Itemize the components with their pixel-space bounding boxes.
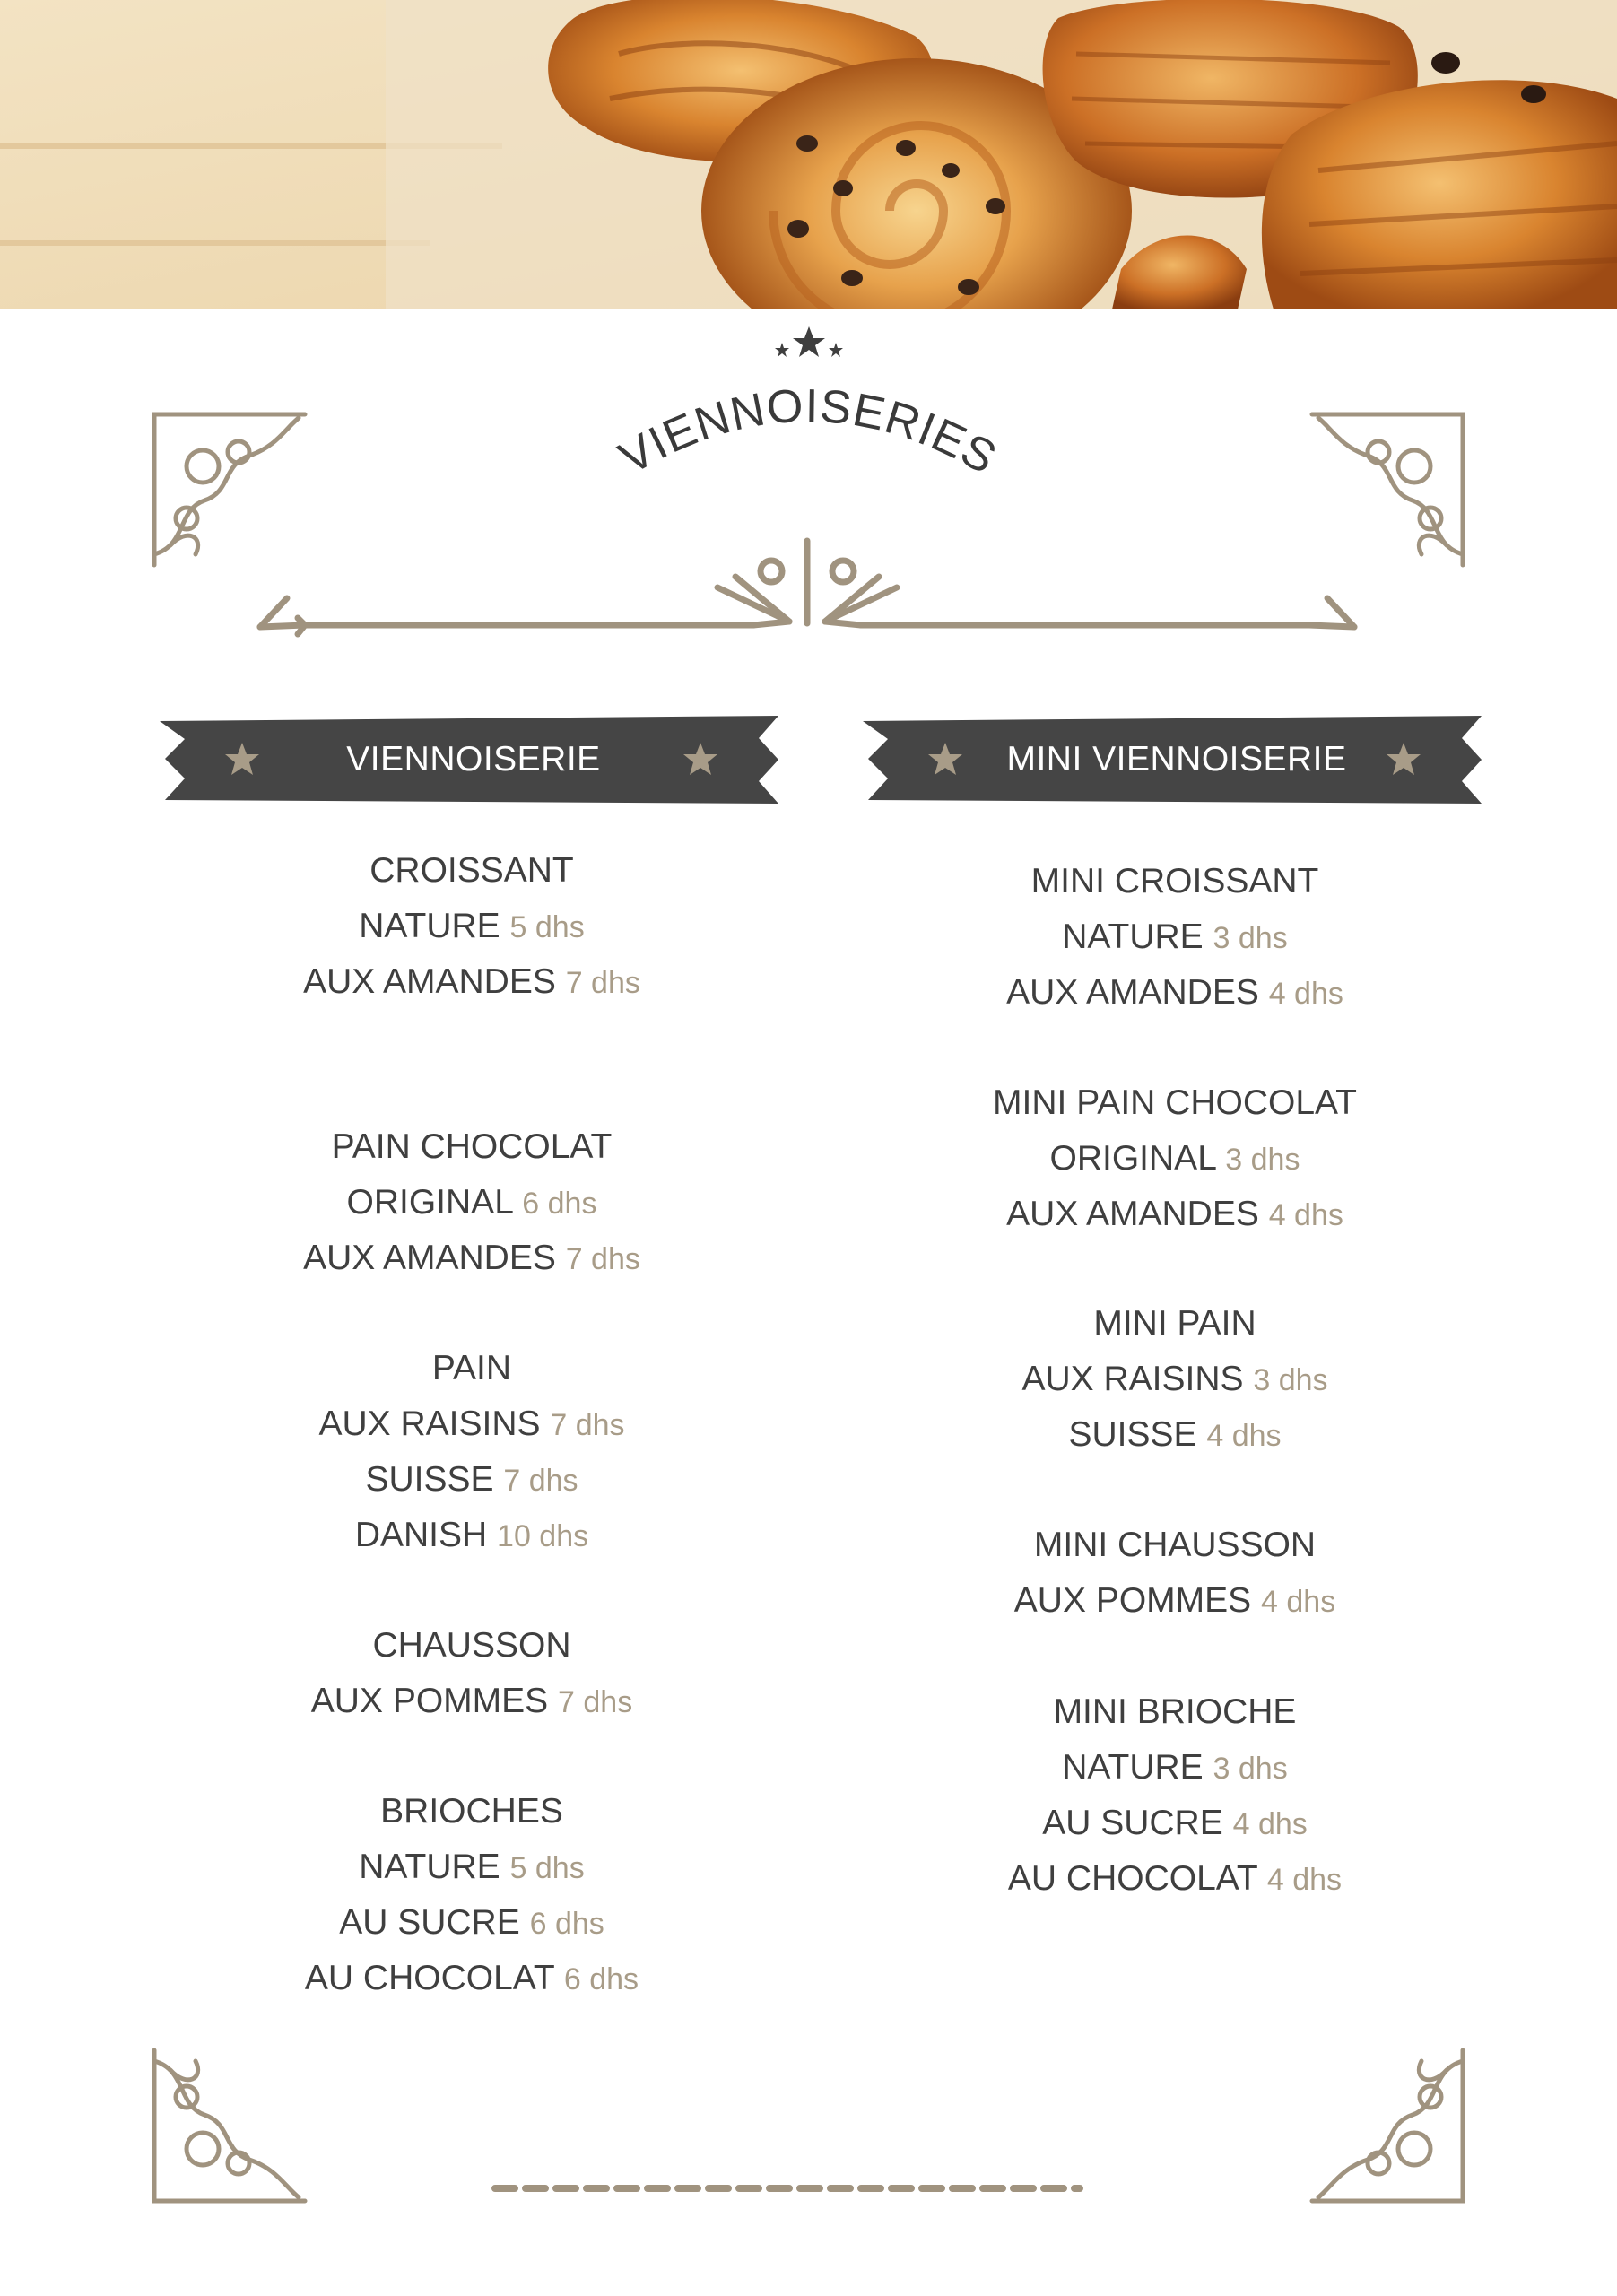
menu-item-price: 7 dhs [503, 1464, 578, 1498]
menu-item-price: 7 dhs [565, 966, 640, 1000]
menu-column-viennoiserie [158, 843, 786, 2006]
menu-item-label: AUX POMMES [310, 1682, 549, 1720]
menu-group [861, 1518, 1489, 1684]
menu-item [158, 1175, 786, 1231]
section-heading: MINI VIENNOISERIE [1006, 740, 1347, 778]
menu-group-title: MINI BRIOCHE [1053, 1692, 1297, 1731]
menu-column-mini-viennoiserie [861, 854, 1489, 1907]
menu-item-price: 10 dhs [497, 1519, 589, 1553]
menu-item [158, 1895, 786, 1951]
section-banner-viennoiserie [160, 716, 787, 804]
menu-item [861, 909, 1489, 965]
menu-item-price: 7 dhs [558, 1685, 633, 1719]
menu-item-label: NATURE [1062, 918, 1204, 956]
menu-item-label: AUX AMANDES [303, 962, 556, 1001]
menu-item-label: AU SUCRE [1042, 1804, 1223, 1842]
menu-item-price: 3 dhs [1213, 921, 1288, 955]
menu-item-price: 6 dhs [522, 1187, 597, 1221]
menu-item-price: 3 dhs [1225, 1143, 1300, 1177]
menu-item-label: AUX RAISINS [318, 1405, 541, 1443]
menu-item-price: 6 dhs [529, 1907, 604, 1941]
menu-group [861, 1075, 1489, 1296]
menu-group-title: MINI CHAUSSON [1033, 1526, 1317, 1564]
menu-group [861, 854, 1489, 1075]
menu-item [158, 1508, 786, 1563]
menu-item-price: 5 dhs [509, 910, 585, 944]
menu-item-label: DANISH [354, 1516, 488, 1554]
menu-item-price: 6 dhs [563, 1962, 639, 1996]
menu-item-price: 4 dhs [1206, 1419, 1282, 1453]
menu-item-label: AUX RAISINS [1021, 1360, 1244, 1398]
menu-item [158, 1839, 786, 1895]
menu-item-label: AUX POMMES [1013, 1581, 1252, 1620]
menu-item-price: 4 dhs [1268, 1198, 1343, 1232]
page-title: VIENNOISERIES [611, 379, 1005, 485]
menu-item-label: AUX AMANDES [1006, 973, 1259, 1012]
menu-item [861, 1740, 1489, 1796]
corner-ornament-bottom-right [1305, 2043, 1466, 2205]
menu-item-label: ORIGINAL [346, 1183, 513, 1222]
menu-item-label: AUX AMANDES [303, 1239, 556, 1277]
menu-item-label: ORIGINAL [1049, 1139, 1216, 1178]
menu-item-label: NATURE [1062, 1748, 1204, 1787]
menu-item [158, 1452, 786, 1508]
menu-group [158, 1618, 786, 1784]
bottom-dashed-divider [491, 2179, 1083, 2197]
menu-item [861, 1851, 1489, 1907]
menu-item [861, 1352, 1489, 1407]
menu-group-title: MINI CROISSANT [1030, 862, 1319, 900]
menu-item-price: 5 dhs [509, 1851, 585, 1885]
menu-item-price: 4 dhs [1261, 1585, 1336, 1619]
menu-group-title: PAIN [431, 1349, 512, 1387]
menu-group [861, 1684, 1489, 1907]
menu-item [861, 1573, 1489, 1629]
menu-item-label: AU SUCRE [339, 1903, 520, 1942]
menu-group [158, 1119, 786, 1341]
menu-item-price: 4 dhs [1266, 1863, 1343, 1897]
menu-group-title: BRIOCHES [380, 1792, 563, 1831]
svg-text:VIENNOISERIES [611, 379, 1005, 484]
menu-item-label: NATURE [359, 907, 500, 945]
menu-item [158, 1951, 786, 2006]
menu-item [861, 1407, 1489, 1463]
menu-item [861, 1796, 1489, 1851]
menu-group [861, 1296, 1489, 1518]
menu-item [158, 899, 786, 954]
menu-item-label: SUISSE [1068, 1415, 1197, 1454]
menu-group-title: PAIN CHOCOLAT [331, 1127, 613, 1166]
menu-item [158, 1674, 786, 1729]
menu-item-label: AU CHOCOLAT [1007, 1859, 1258, 1898]
menu-item-price: 7 dhs [565, 1242, 640, 1276]
menu-item-price: 4 dhs [1268, 977, 1343, 1011]
menu-group-title: CROISSANT [369, 851, 574, 890]
section-banner-mini-viennoiserie [863, 716, 1491, 804]
section-heading: VIENNOISERIE [346, 740, 601, 778]
menu-item-price: 7 dhs [550, 1408, 625, 1442]
menu-item-price: 3 dhs [1213, 1752, 1288, 1786]
menu-group-title: CHAUSSON [372, 1626, 571, 1665]
corner-ornament-bottom-left [151, 2043, 312, 2205]
menu-item-label: AUX AMANDES [1006, 1195, 1259, 1233]
menu-item [861, 965, 1489, 1021]
menu-item-label: AU CHOCOLAT [304, 1959, 555, 1997]
menu-group-title: MINI PAIN CHOCOLAT [993, 1083, 1357, 1122]
menu-item-price: 4 dhs [1232, 1807, 1308, 1841]
menu-group [158, 843, 786, 1119]
menu-item [861, 1187, 1489, 1242]
menu-item-label: SUISSE [365, 1460, 494, 1499]
menu-item [158, 1231, 786, 1286]
menu-item-price: 3 dhs [1253, 1363, 1328, 1397]
menu-item [861, 1131, 1489, 1187]
title-divider-ornament [251, 534, 1363, 641]
menu-group-title: MINI PAIN [1093, 1304, 1256, 1343]
menu-item-label: NATURE [359, 1848, 500, 1886]
menu-item [158, 954, 786, 1010]
menu-group [158, 1784, 786, 2006]
menu-item [158, 1396, 786, 1452]
menu-group [158, 1341, 786, 1618]
